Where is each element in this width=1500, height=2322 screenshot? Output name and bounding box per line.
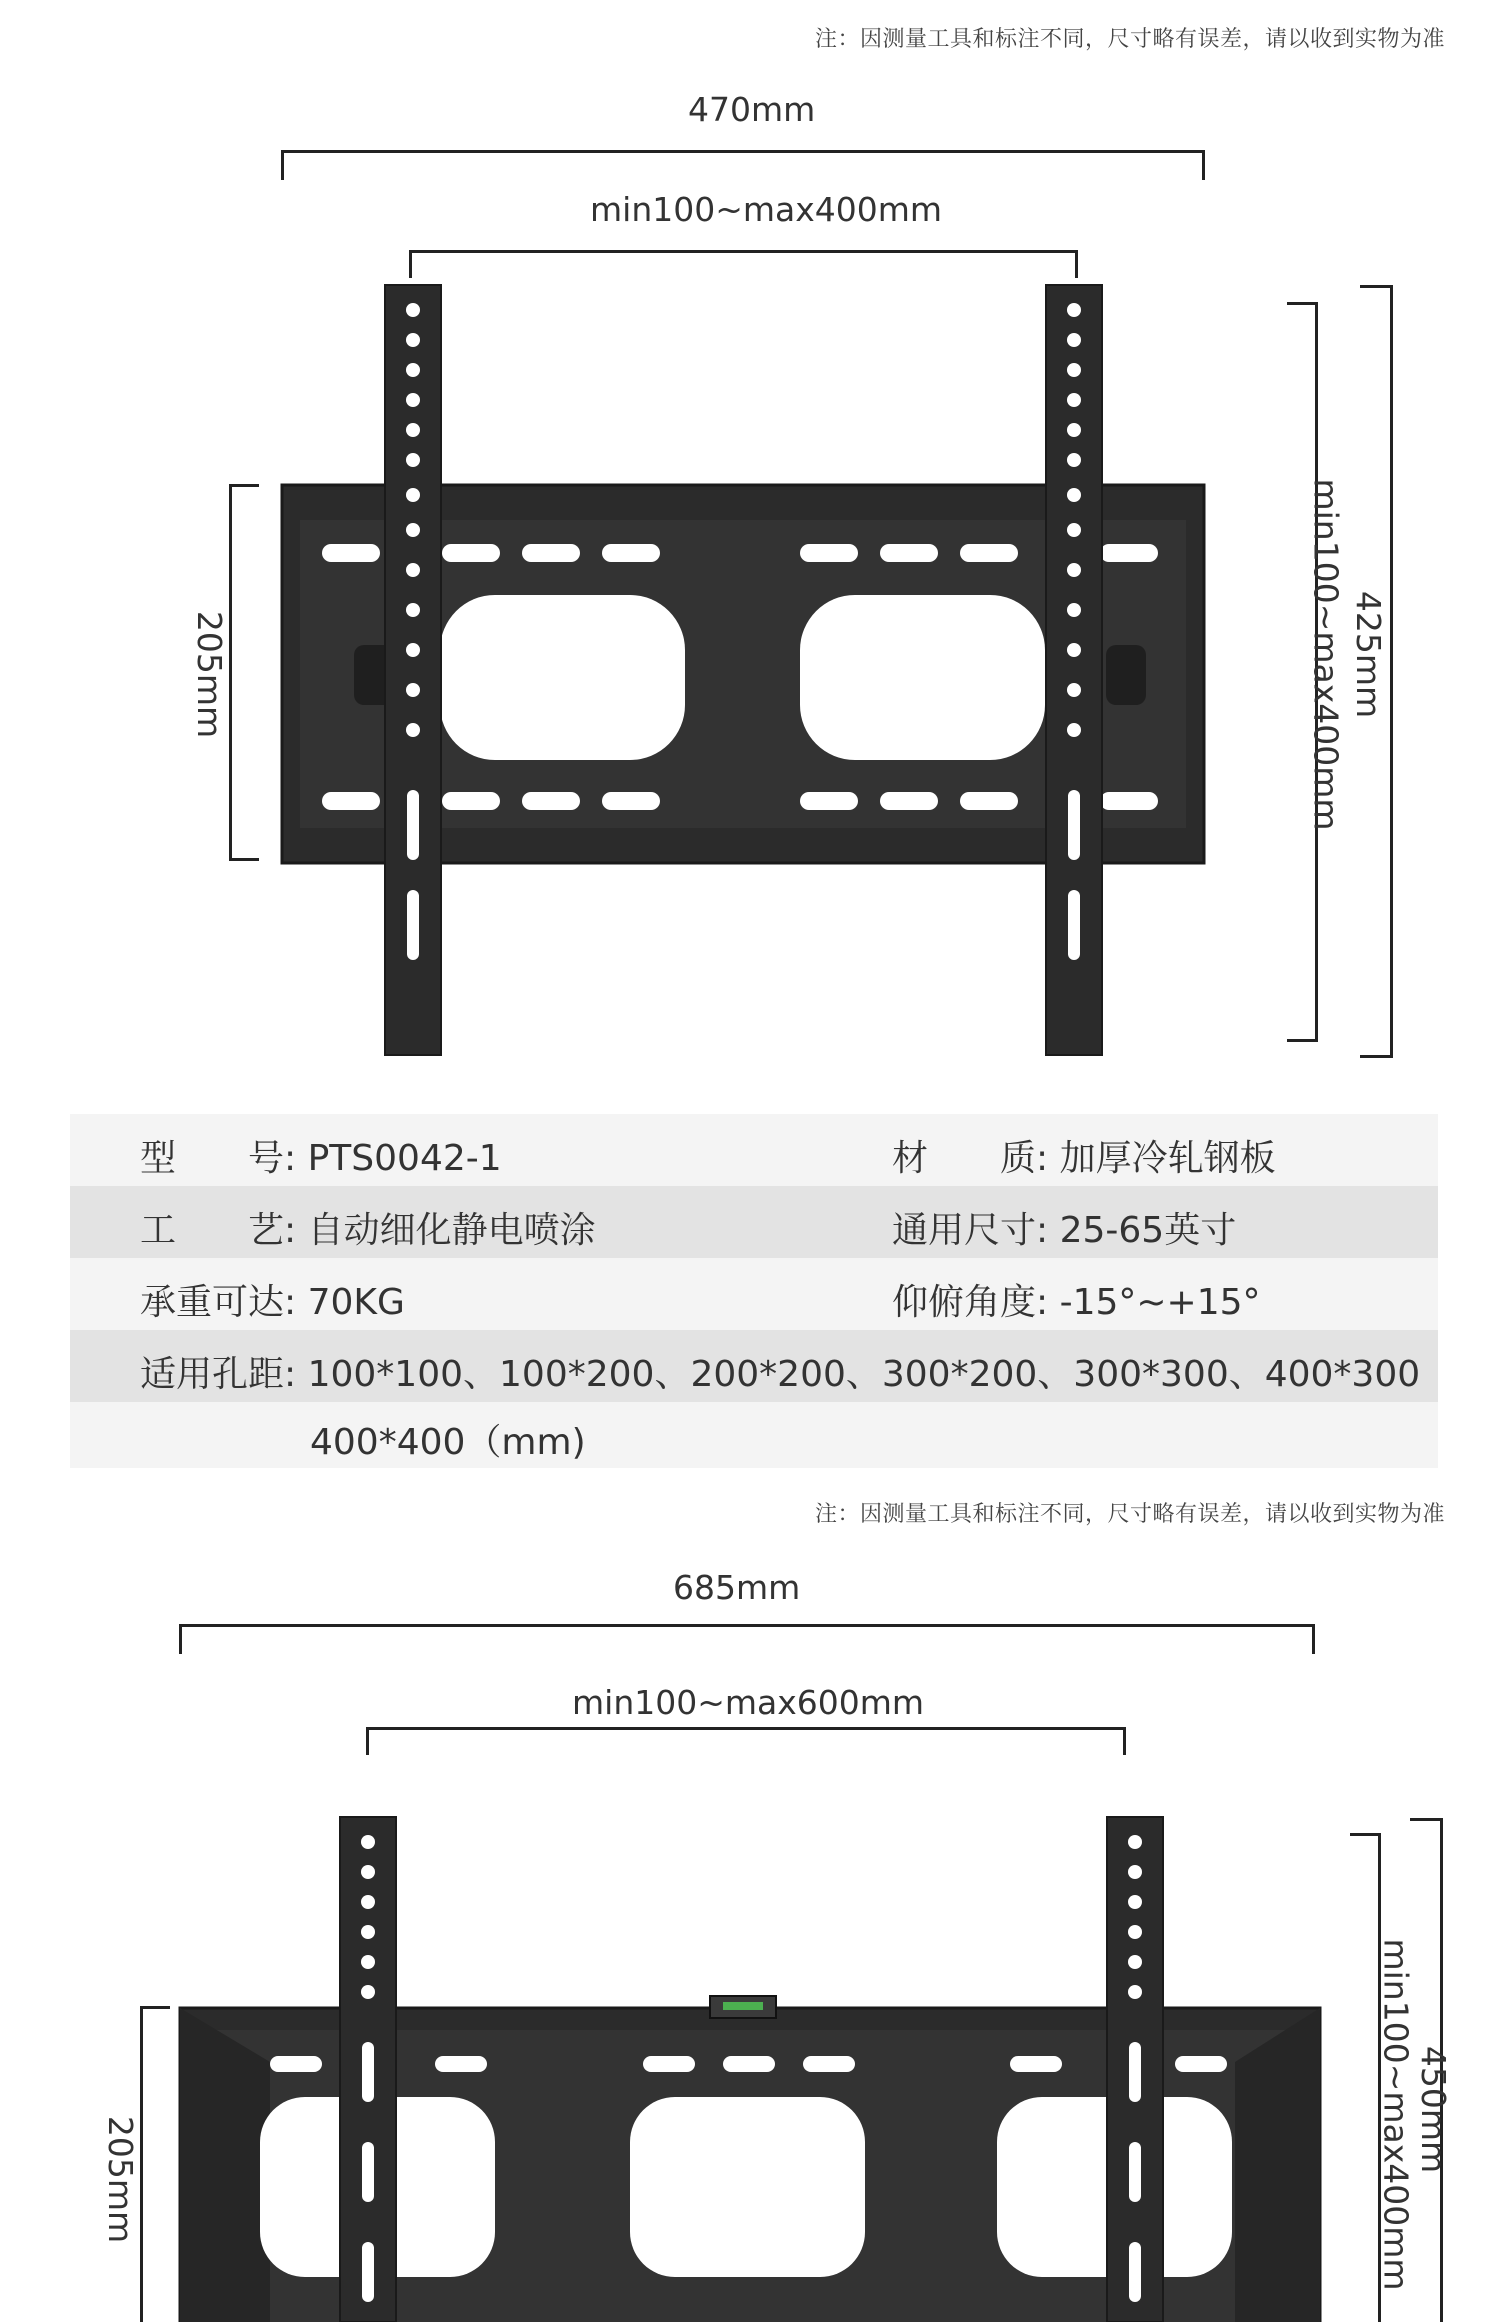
material-label: 材 质: xyxy=(892,1138,1049,1179)
spec-row xyxy=(70,1114,1438,1186)
mount-height-range-label: min100~max400mm xyxy=(1376,1938,1416,2291)
tv-mount-bracket-image xyxy=(175,1812,1325,2322)
mount-width-range-line xyxy=(409,250,1078,253)
spec-row xyxy=(70,1402,1438,1468)
mount-width-range-label: min100~max600mm xyxy=(572,1683,925,1722)
total-height-label: 450mm xyxy=(1414,2045,1454,2174)
total-height-label: 425mm xyxy=(1349,590,1389,719)
process-value: 自动细化静电喷涂 xyxy=(307,1210,596,1251)
spec-row xyxy=(70,1258,1438,1330)
model-label: 型 号: xyxy=(140,1138,297,1179)
size-label: 通用尺寸: xyxy=(892,1210,1049,1251)
total-width-label: 685mm xyxy=(673,1568,801,1607)
tilt-label: 仰俯角度: xyxy=(892,1282,1049,1323)
size-value: 25-65英寸 xyxy=(1059,1210,1237,1251)
plate-height-line xyxy=(140,2006,143,2322)
process-label: 工 艺: xyxy=(140,1210,297,1251)
total-width-line xyxy=(281,150,1205,153)
plate-height-label: 205mm xyxy=(190,610,230,739)
disclaimer-note: 注：因测量工具和标注不同，尺寸略有误差，请以收到实物为准 xyxy=(815,1502,1446,1527)
mount-height-range-label: min100~max400mm xyxy=(1306,478,1346,831)
plate-height-label: 205mm xyxy=(101,2115,141,2244)
spec-row xyxy=(70,1330,1438,1402)
tv-mount-bracket-image xyxy=(270,280,1230,1060)
vesa-value-line2: 400*400（mm) xyxy=(310,1422,586,1463)
disclaimer-note: 注：因测量工具和标注不同，尺寸略有误差，请以收到实物为准 xyxy=(815,27,1446,52)
tilt-value: -15°~+15° xyxy=(1059,1282,1261,1323)
total-width-line xyxy=(179,1624,1315,1627)
vesa-label: 适用孔距: xyxy=(140,1354,297,1395)
total-width-label: 470mm xyxy=(688,90,816,129)
mount-width-range-label: min100~max400mm xyxy=(590,190,943,229)
vesa-value-line1: 100*100、100*200、200*200、300*200、300*300、400*300 xyxy=(307,1354,1421,1395)
load-label: 承重可达: xyxy=(140,1282,297,1323)
mount-width-range-line xyxy=(366,1727,1126,1730)
model-value: PTS0042-1 xyxy=(307,1138,502,1179)
plate-height-line xyxy=(229,484,232,861)
material-value: 加厚冷轧钢板 xyxy=(1059,1138,1276,1179)
spec-row xyxy=(70,1186,1438,1258)
load-value: 70KG xyxy=(307,1282,405,1323)
total-height-line xyxy=(1390,285,1393,1058)
